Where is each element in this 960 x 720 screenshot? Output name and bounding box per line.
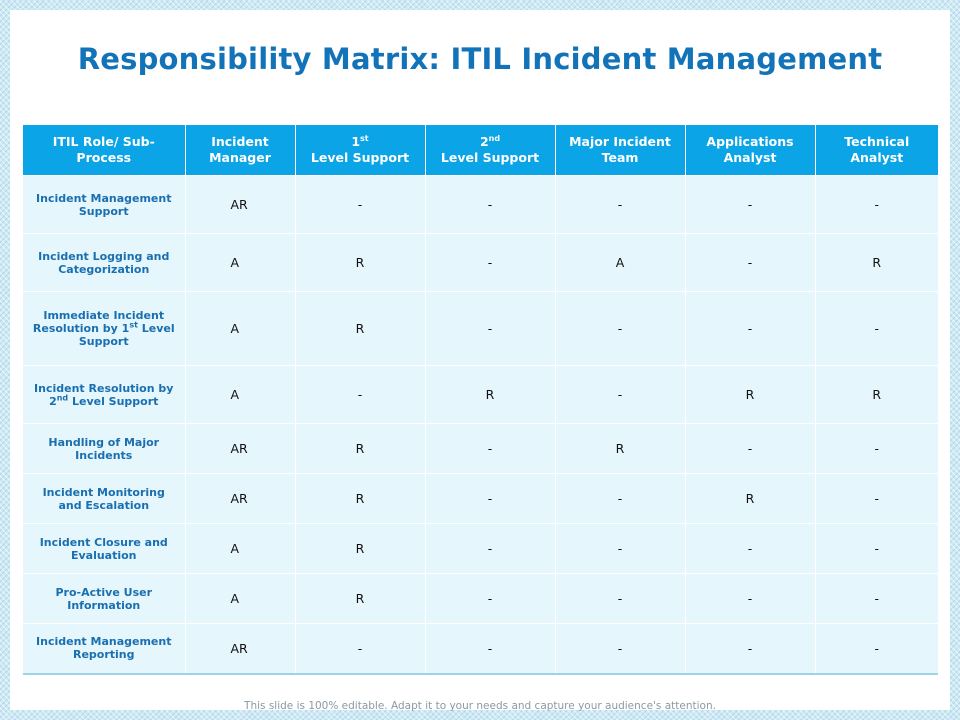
- responsibility-cell: R: [685, 474, 815, 524]
- slide: [10, 10, 950, 710]
- responsibility-cell: -: [685, 574, 815, 624]
- table-row: [23, 524, 938, 574]
- responsibility-cell: -: [685, 176, 815, 234]
- label-text: Incident Closure and Evaluation: [39, 535, 168, 562]
- responsibility-cell: -: [685, 424, 815, 474]
- responsibility-cell: A: [555, 234, 685, 292]
- responsibility-cell: A: [185, 574, 295, 624]
- label-text: 2: [479, 134, 489, 149]
- responsibility-cell: -: [555, 176, 685, 234]
- responsibility-cell: R: [295, 574, 425, 624]
- responsibility-cell: -: [555, 292, 685, 366]
- table-row: [23, 624, 938, 674]
- table-row: [23, 366, 938, 424]
- responsibility-cell: AR: [185, 424, 295, 474]
- role-cell: [23, 424, 185, 474]
- label-text: Incident Logging and Categorization: [38, 249, 170, 276]
- label-text: Incident Manager: [209, 134, 271, 165]
- responsibility-cell: -: [685, 624, 815, 674]
- label-text: Incident Resolution by 2: [34, 381, 174, 408]
- responsibility-matrix-table: [23, 125, 938, 675]
- responsibility-cell: R: [295, 474, 425, 524]
- label-text: Technical Analyst: [844, 134, 910, 165]
- responsibility-cell: -: [295, 366, 425, 424]
- ordinal-superscript: nd: [56, 392, 69, 402]
- header-technical-analyst: [815, 125, 938, 176]
- label-text: Incident Management Support: [36, 191, 172, 218]
- label-text: Major Incident Team: [569, 134, 671, 165]
- responsibility-cell: R: [685, 366, 815, 424]
- responsibility-cell: -: [685, 234, 815, 292]
- ordinal-superscript: st: [360, 133, 369, 143]
- responsibility-cell: -: [815, 474, 938, 524]
- responsibility-cell: A: [185, 292, 295, 366]
- responsibility-cell: R: [295, 292, 425, 366]
- header-role: [23, 125, 185, 176]
- responsibility-cell: -: [295, 176, 425, 234]
- responsibility-cell: R: [555, 424, 685, 474]
- header-2nd-level-support: [425, 125, 555, 176]
- role-cell: [23, 292, 185, 366]
- table-body: [23, 176, 938, 674]
- responsibility-cell: -: [425, 234, 555, 292]
- label-text: Immediate Incident Resolution by 1: [32, 309, 165, 335]
- responsibility-cell: -: [295, 624, 425, 674]
- responsibility-cell: -: [425, 474, 555, 524]
- label-text: Level Support: [310, 150, 410, 165]
- table-row: [23, 176, 938, 234]
- role-cell: [23, 624, 185, 674]
- label-text: Level Support: [68, 394, 159, 408]
- responsibility-cell: -: [555, 574, 685, 624]
- label-text: ITIL Role/ Sub-Process: [52, 134, 155, 165]
- responsibility-cell: A: [185, 234, 295, 292]
- responsibility-cell: -: [555, 474, 685, 524]
- table-row: [23, 574, 938, 624]
- responsibility-cell: -: [815, 524, 938, 574]
- responsibility-cell: -: [685, 292, 815, 366]
- responsibility-cell: -: [425, 292, 555, 366]
- role-cell: [23, 574, 185, 624]
- responsibility-cell: R: [295, 424, 425, 474]
- responsibility-cell: A: [185, 366, 295, 424]
- label-text: Level Support: [78, 322, 175, 348]
- label-text: 1: [351, 134, 361, 149]
- header-1st-level-support: [295, 125, 425, 176]
- table-row: [23, 292, 938, 366]
- table-row: [23, 234, 938, 292]
- responsibility-cell: AR: [185, 176, 295, 234]
- role-cell: [23, 234, 185, 292]
- table-header-row: [23, 125, 938, 176]
- responsibility-cell: A: [185, 524, 295, 574]
- table-row: [23, 474, 938, 524]
- label-text: Handling of Major Incidents: [48, 435, 160, 462]
- responsibility-cell: -: [815, 624, 938, 674]
- responsibility-cell: -: [425, 574, 555, 624]
- table-row: [23, 424, 938, 474]
- ordinal-superscript: st: [129, 320, 138, 330]
- responsibility-cell: AR: [185, 624, 295, 674]
- responsibility-cell: R: [815, 366, 938, 424]
- page-title: Responsibility Matrix: ITIL Incident Management: [77, 42, 883, 76]
- label-text: Level Support: [440, 150, 540, 165]
- responsibility-cell: -: [555, 524, 685, 574]
- ordinal-superscript: nd: [488, 133, 501, 143]
- responsibility-cell: R: [295, 524, 425, 574]
- responsibility-cell: -: [815, 292, 938, 366]
- responsibility-cell: -: [425, 624, 555, 674]
- responsibility-cell: -: [685, 524, 815, 574]
- responsibility-cell: AR: [185, 474, 295, 524]
- responsibility-cell: -: [815, 424, 938, 474]
- responsibility-cell: -: [425, 424, 555, 474]
- responsibility-cell: R: [425, 366, 555, 424]
- responsibility-cell: -: [425, 176, 555, 234]
- responsibility-cell: R: [815, 234, 938, 292]
- responsibility-cell: -: [815, 574, 938, 624]
- header-incident-manager: [185, 125, 295, 176]
- label-text: Applications Analyst: [706, 134, 794, 165]
- responsibility-cell: -: [425, 524, 555, 574]
- responsibility-cell: R: [295, 234, 425, 292]
- role-cell: [23, 366, 185, 424]
- responsibility-cell: -: [815, 176, 938, 234]
- footer-note: This slide is 100% editable. Adapt it to your needs and capture your audience's attention.: [244, 700, 716, 712]
- label-text: Incident Management Reporting: [36, 635, 172, 662]
- header-applications-analyst: [685, 125, 815, 176]
- label-text: Incident Monitoring and Escalation: [42, 485, 165, 512]
- responsibility-cell: -: [555, 624, 685, 674]
- header-major-incident-team: [555, 125, 685, 176]
- responsibility-cell: -: [555, 366, 685, 424]
- role-cell: [23, 524, 185, 574]
- role-cell: [23, 474, 185, 524]
- label-text: Pro-Active User Information: [55, 585, 152, 612]
- role-cell: [23, 176, 185, 234]
